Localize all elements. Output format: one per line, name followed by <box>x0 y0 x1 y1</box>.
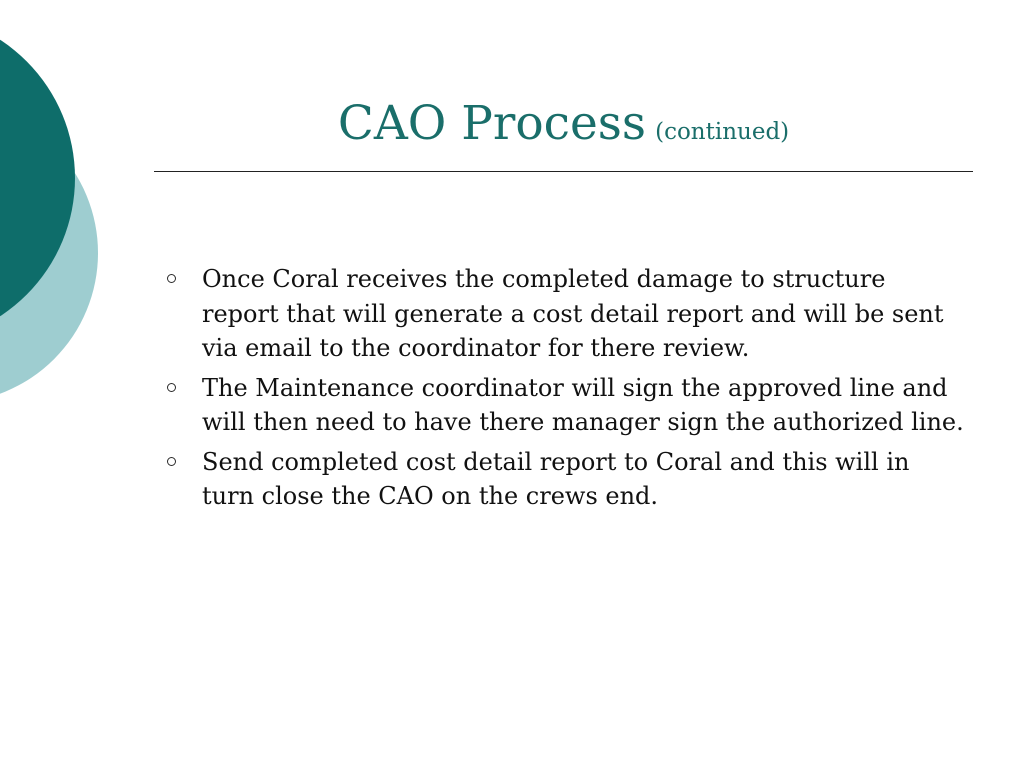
bullet-item <box>164 371 964 440</box>
bullet-item <box>164 445 964 514</box>
bullet-item <box>164 262 964 366</box>
bullet-text: Once Coral receives the completed damage to structure report that will generate a cost detail report and will be sent via email to the coordinator for there review. <box>202 265 944 362</box>
decorative-circles <box>0 0 110 400</box>
title-suffix: (continued) <box>655 119 790 145</box>
bullet-text: The Maintenance coordinator will sign the approved line and will then need to have there manager sign the authorized line. <box>202 373 964 436</box>
title-divider <box>154 171 973 172</box>
slide-title <box>154 96 973 151</box>
bullet-list <box>164 262 964 519</box>
hollow-circle-bullet-icon <box>167 457 176 466</box>
title-text: CAO Process <box>337 96 646 151</box>
bullet-text: Send completed cost detail report to Coral and this will in turn close the CAO on the crews end. <box>202 447 910 510</box>
hollow-circle-bullet-icon <box>167 383 176 392</box>
hollow-circle-bullet-icon <box>167 274 176 283</box>
